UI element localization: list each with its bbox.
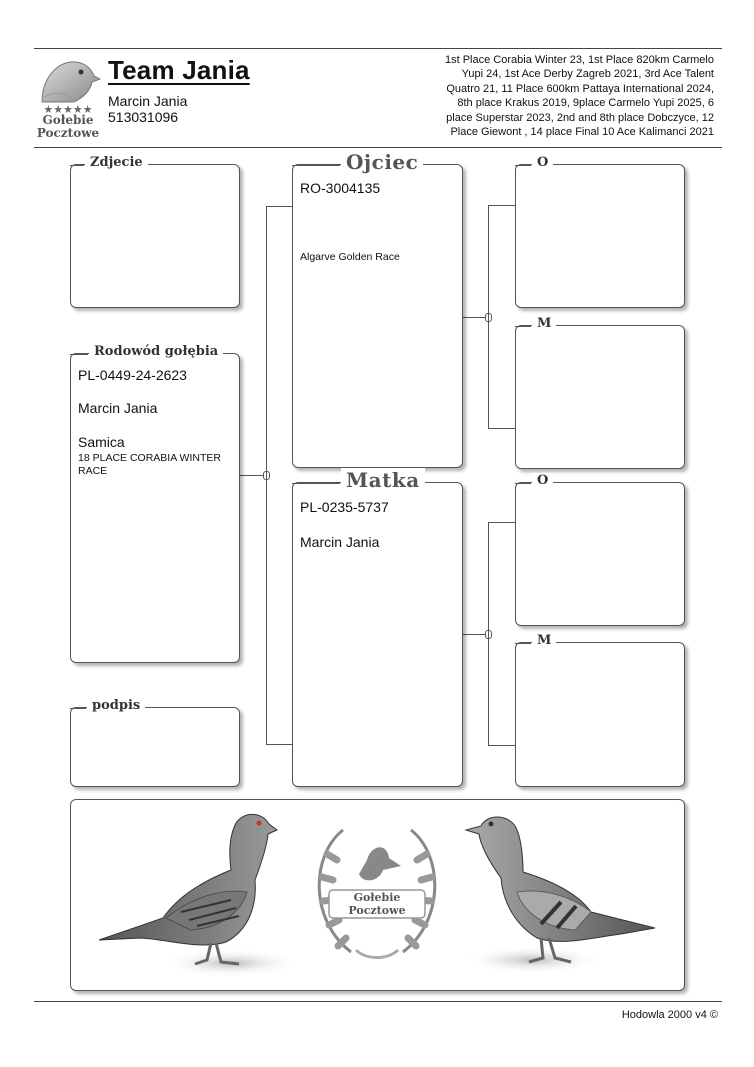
header-logo (34, 52, 102, 142)
banner-logo-text-1: Gołebie (353, 891, 401, 904)
grandmother-maternal-label: M (532, 633, 556, 648)
grandfather-maternal-label: O (532, 473, 553, 488)
connector-parents-vertical (266, 206, 267, 744)
mother-ring-number: PL-0235-5737 (300, 499, 389, 515)
achievements-text: 1st Place Corabia Winter 23, 1st Place 820km Carmelo Yupi 24, 1st Ace Derby Zagreb 2021, 3rd Ace Talent Quatro 21, 11 Place 600km Pattaya International 2024, 8th place Krakus 2019, 9place Carmelo Yupi 2025, 6 place Superstar 2023, 2nd and 8th place Dobczyce, 12 Place Giewont , 14 place Final 10 Ace Kalimanci 2021 (444, 54, 714, 139)
grandmother-maternal-box (515, 633, 685, 787)
signature-box-label: podpis (87, 698, 145, 713)
pigeon-ring-number: PL-0449-24-2623 (78, 367, 187, 383)
connector-to-fm (488, 428, 515, 429)
father-box (292, 150, 463, 468)
owner-name: Marcin Jania (108, 93, 188, 109)
grandmother-paternal-label: M (532, 316, 556, 331)
pigeon-box (70, 344, 240, 663)
father-ring-number: RO-3004135 (300, 180, 381, 196)
wreath-logo-icon (319, 830, 435, 958)
header-bottom-rule (34, 147, 722, 148)
footer-version: Hodowla 2000 v4 © (621, 1009, 718, 1021)
connector-to-mm (488, 745, 515, 746)
father-note: Algarve Golden Race (300, 251, 400, 263)
team-title: Team Jania (108, 55, 250, 85)
grandfather-paternal-box (515, 155, 685, 308)
grandfather-maternal-box (515, 473, 685, 626)
pigeon-box-label: Rodowód gołębia (89, 344, 223, 359)
grandmother-paternal-box (515, 316, 685, 469)
banner-logo-text-2: Pocztowe (348, 904, 406, 917)
grandfather-paternal-label: O (532, 155, 553, 170)
pigeon-note: 18 PLACE CORABIA WINTER RACE (78, 452, 221, 477)
mother-box (292, 468, 463, 787)
owner-phone: 513031096 (108, 109, 179, 125)
signature-box (70, 698, 240, 787)
connector-father-vertical (488, 205, 489, 428)
connector-to-father (266, 206, 292, 207)
photo-box (70, 155, 240, 308)
father-box-label: Ojciec (341, 150, 423, 174)
left-pigeon-icon (99, 814, 301, 977)
right-pigeon-icon (463, 817, 655, 974)
photo-box-label: Zdjecie (85, 155, 148, 170)
connector-to-mother (266, 744, 292, 745)
connector-to-mf (488, 522, 515, 523)
svg-text:★★★★★: ★★★★★ (43, 103, 93, 116)
footer-rule (34, 1001, 722, 1002)
pigeon-sex: Samica (78, 434, 125, 450)
owner-info (108, 93, 187, 125)
header-logo-text-1: Gołebie (42, 113, 94, 127)
mother-box-label: Matka (341, 468, 425, 492)
mother-owner: Marcin Jania (300, 534, 380, 550)
connector-mother-vertical (488, 522, 489, 745)
connector-to-ff (488, 205, 515, 206)
header-top-rule (34, 48, 722, 49)
banner-illustration (71, 800, 683, 989)
header-logo-text-2: Pocztowe (36, 126, 100, 140)
banner-box (70, 799, 685, 991)
pigeon-owner: Marcin Jania (78, 400, 158, 416)
